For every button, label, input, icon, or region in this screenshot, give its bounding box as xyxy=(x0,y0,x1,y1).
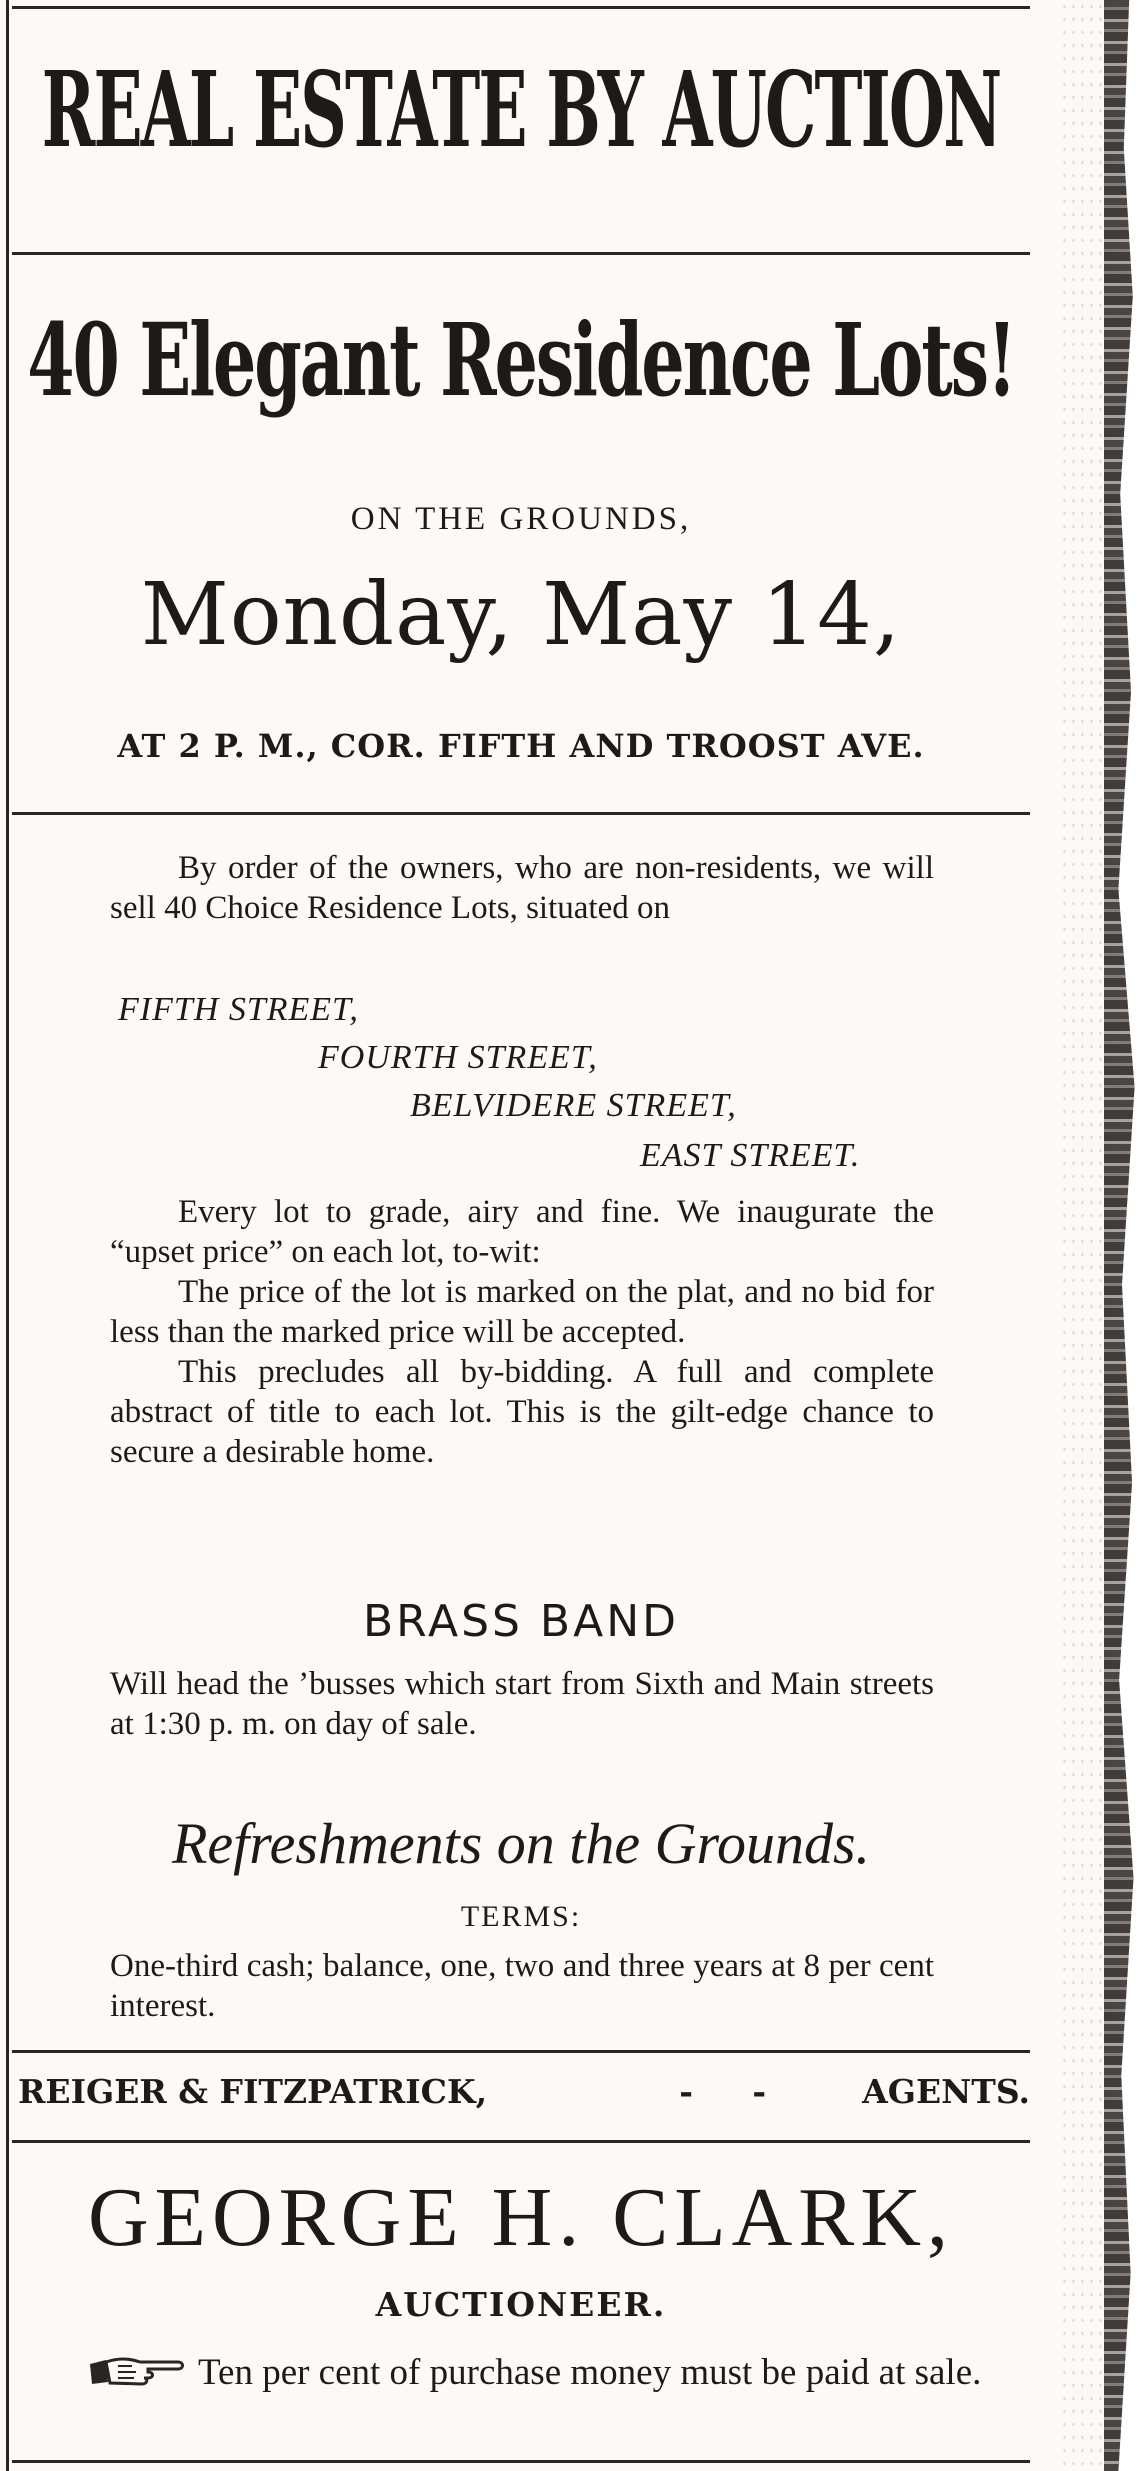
headline: REAL ESTATE BY AUCTION xyxy=(41,48,1001,171)
band-paragraph xyxy=(110,1664,934,1744)
agents-line xyxy=(18,2062,1030,2122)
agents-name: REIGER & FITZPATRICK, xyxy=(18,2072,488,2111)
auction-date: Monday, May 14, xyxy=(140,565,902,665)
subheadline: 40 Elegant Residence Lots! xyxy=(27,301,1015,419)
auctioneer-title: AUCTIONEER. xyxy=(375,2285,667,2324)
auction-time-place: AT 2 P. M., COR. FIFTH AND TROOST AVE. xyxy=(117,727,925,765)
street-fifth: FIFTH STREET, xyxy=(118,991,359,1028)
paragraph-abstract: This precludes all by-bidding. A full and complete abstract of title to each lot. This is the gilt-edge chance to secure a desirable home. xyxy=(110,1354,934,1470)
refreshments-line: Refreshments on the Grounds. xyxy=(171,1811,871,1876)
payment-notice xyxy=(18,2346,1038,2400)
top-rule xyxy=(12,6,1030,9)
auctioneer-name: GEORGE H. CLARK, xyxy=(88,2171,954,2264)
agents-label: AGENTS. xyxy=(862,2072,1030,2111)
street-belvidere: BELVIDERE STREET, xyxy=(410,1087,737,1124)
brass-band-heading: BRASS BAND xyxy=(363,1596,679,1647)
street-fourth: FOURTH STREET, xyxy=(318,1039,598,1076)
rule-before-agents xyxy=(12,2050,1030,2053)
torn-right-edge xyxy=(1104,0,1140,2471)
rule-after-agents xyxy=(12,2140,1030,2143)
bottom-rule xyxy=(12,2460,1030,2463)
paragraph-upset-price: Every lot to grade, airy and fine. We inaugurate the “upset price” on each lot, to-wit: xyxy=(110,1194,934,1270)
rule-after-headline xyxy=(12,252,1030,255)
intro-text: By order of the owners, who are non-residents, we will sell 40 Choice Residence Lots, situated on xyxy=(110,850,934,926)
paragraph-marked-price: The price of the lot is marked on the plat, and no bid for less than the marked price will be accepted. xyxy=(110,1274,934,1350)
terms-heading: TERMS: xyxy=(460,1900,582,1933)
rule-after-date xyxy=(12,812,1030,815)
notice-text: Ten per cent of purchase money must be paid at sale. xyxy=(198,2352,982,2393)
terms-text: One-third cash; balance, one, two and three years at 8 per cent interest. xyxy=(110,1948,934,2024)
street-east: EAST STREET. xyxy=(640,1137,861,1174)
left-column-border xyxy=(6,0,9,2471)
agents-separator: - - xyxy=(679,2072,791,2111)
pointing-hand-icon xyxy=(88,2350,186,2384)
location-line: ON THE GROUNDS, xyxy=(350,501,692,537)
terms-paragraph xyxy=(110,1946,934,2026)
band-text: Will head the ’busses which start from Sixth and Main streets at 1:30 p. m. on day of sale. xyxy=(110,1666,934,1742)
details-paragraphs xyxy=(110,1192,934,1472)
intro-paragraph xyxy=(110,848,934,928)
